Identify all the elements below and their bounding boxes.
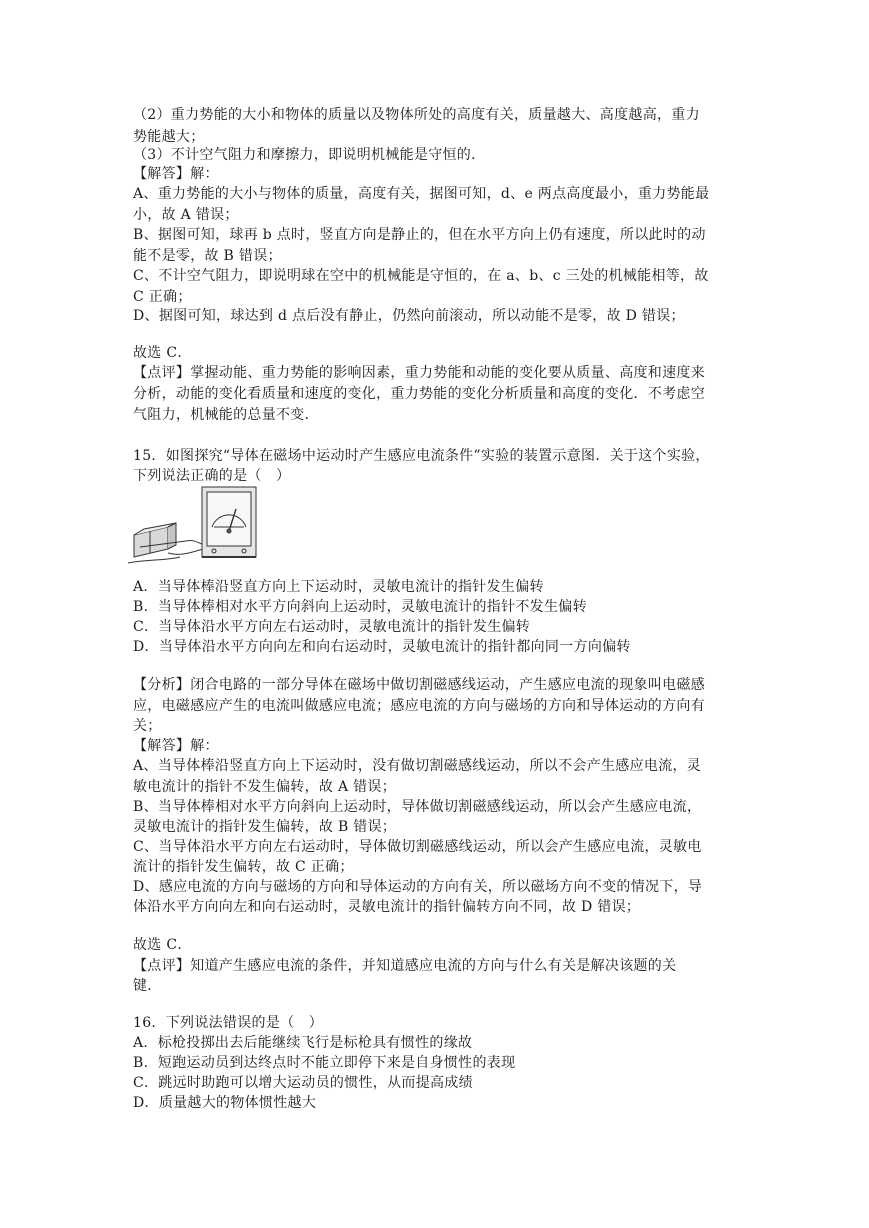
text-line: 故选 C． bbox=[133, 345, 192, 361]
text-line: 流计的指针发生偏转，故 C 正确； bbox=[133, 859, 354, 875]
comment-label: 【点评】知道产生感应电流的条件，并知道感应电流的方向与什么有关是解决该题的关 bbox=[133, 958, 677, 974]
question-16-stem: 16．下列说法错误的是（ ） bbox=[133, 1015, 324, 1031]
text-line: B、当导体棒相对水平方向斜向上运动时，导体做切割磁感线运动，所以会产生感应电流， bbox=[133, 799, 702, 815]
text-line: 关； bbox=[133, 718, 162, 734]
text-line: C、不计空气阻力，即说明球在空中的机械能是守恒的，在 a、b、c 三处的机械能相等，故 bbox=[133, 268, 709, 284]
experiment-apparatus-figure bbox=[128, 483, 268, 583]
option-b: B．当导体棒相对水平方向斜向上运动时，灵敏电流计的指针不发生偏转 bbox=[133, 599, 587, 615]
text-line: A、重力势能的大小与物体的质量，高度有关，据图可知，d、e 两点高度最小，重力势能最 bbox=[133, 186, 710, 202]
option-b: B．短跑运动员到达终点时不能立即停下来是自身惯性的表现 bbox=[133, 1055, 516, 1071]
text-line: 键． bbox=[133, 978, 162, 994]
text-line: （2）重力势能的大小和物体的质量以及物体所处的高度有关，质量越大、高度越高，重力 bbox=[133, 107, 700, 123]
text-line: B、据图可知，球再 b 点时，竖直方向是静止的，但在水平方向上仍有速度，所以此时的动 bbox=[133, 227, 706, 243]
text-line: 能不是零，故 B 错误； bbox=[133, 248, 282, 264]
text-line: 应，电磁感应产生的电流叫做感应电流；感应电流的方向与磁场的方向和导体运动的方向有 bbox=[133, 698, 705, 714]
text-line: 体沿水平方向向左和向右运动时，灵敏电流计的指针偏转方向不同，故 D 错误； bbox=[133, 899, 641, 915]
option-a: A．标枪投掷出去后能继续飞行是标枪具有惯性的缘故 bbox=[133, 1035, 473, 1051]
text-line: 势能越大； bbox=[133, 129, 205, 145]
text-line: C 正确； bbox=[133, 289, 192, 305]
question-15-stem: 15．如图探究“导体在磁场中运动时产生感应电流条件”实验的装置示意图．关于这个实验， bbox=[133, 448, 710, 464]
option-d: D．质量越大的物体惯性越大 bbox=[133, 1095, 317, 1111]
text-line: 气阻力，机械能的总量不变． bbox=[133, 407, 319, 423]
option-a: A．当导体棒沿竖直方向上下运动时，灵敏电流计的指针发生偏转 bbox=[133, 579, 544, 595]
option-c: C．跳远时助跑可以增大运动员的惯性，从而提高成绩 bbox=[133, 1075, 473, 1091]
text-line: 灵敏电流计的指针发生偏转，故 B 错误； bbox=[133, 819, 397, 835]
text-line: 敏电流计的指针不发生偏转，故 A 错误； bbox=[133, 779, 397, 795]
question-15-stem: 下列说法正确的是（ ） bbox=[133, 468, 291, 484]
option-c: C．当导体沿水平方向左右运动时，灵敏电流计的指针发生偏转 bbox=[133, 619, 531, 635]
text-line: D、据图可知，球达到 d 点后没有静止，仍然向前滚动，所以动能不是零，故 D 错误； bbox=[133, 308, 685, 324]
comment-label: 【点评】掌握动能、重力势能的影响因素，重力势能和动能的变化要从质量、高度和速度来 bbox=[133, 365, 705, 381]
answer-label: 【解答】解： bbox=[133, 738, 219, 754]
text-line: 分析，动能的变化看质量和速度的变化，重力势能的变化分析质量和高度的变化．不考虑空 bbox=[133, 386, 705, 402]
text-line: D、感应电流的方向与磁场的方向和导体运动的方向有关，所以磁场方向不变的情况下，导 bbox=[133, 879, 703, 895]
text-line: 故选 C． bbox=[133, 937, 192, 953]
text-line: （3）不计空气阻力和摩擦力，即说明机械能是守恒的． bbox=[133, 147, 486, 163]
analysis-label: 【分析】闭合电路的一部分导体在磁场中做切割磁感线运动，产生感应电流的现象叫电磁感 bbox=[133, 677, 705, 693]
text-line: C、当导体沿水平方向左右运动时，导体做切割磁感线运动，所以会产生感应电流，灵敏电 bbox=[133, 839, 702, 855]
text-line: 小，故 A 错误； bbox=[133, 207, 239, 223]
answer-label: 【解答】解： bbox=[133, 166, 219, 182]
option-d: D．当导体沿水平方向向左和向右运动时，灵敏电流计的指针都向同一方向偏转 bbox=[133, 639, 631, 655]
text-line: A、当导体棒沿竖直方向上下运动时，没有做切割磁感线运动，所以不会产生感应电流，灵 bbox=[133, 758, 702, 774]
